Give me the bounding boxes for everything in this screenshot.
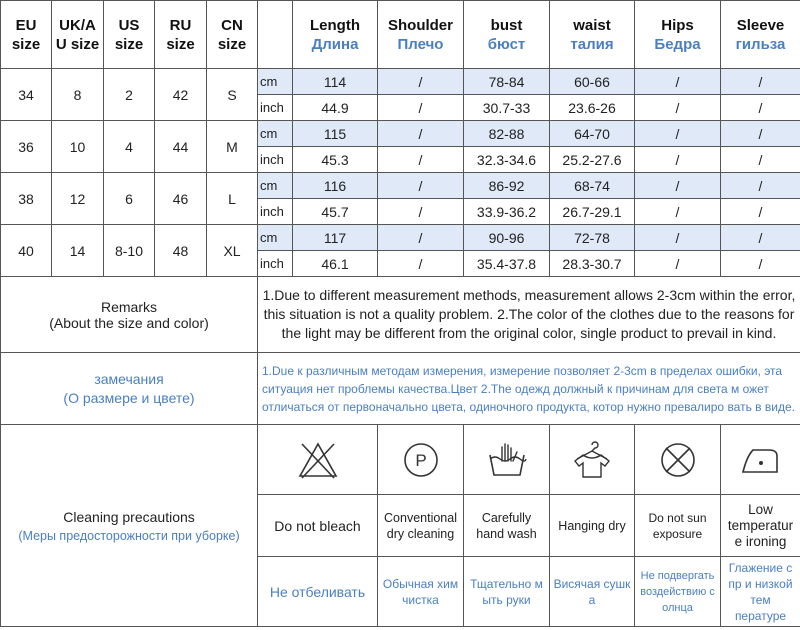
length-cell: 117 xyxy=(293,225,378,251)
unit-cell: inch xyxy=(258,95,293,121)
remarks-label-ru: замечания (О размере и цвете) xyxy=(1,353,258,425)
cn-size-cell: S xyxy=(207,69,258,121)
bust-cell: 35.4-37.8 xyxy=(464,251,550,277)
remarks-ru-row xyxy=(1,353,800,425)
remarks-text-en: 1.Due to different measurement methods, measurement allows 2-3cm within the error, this situation is not a quality problem. 2.The color of the clothes due to the reasons for the light may be different from the original color, single product to prevail in kind. xyxy=(258,277,800,353)
sleeve-cell: / xyxy=(721,225,800,251)
shoulder-cell: / xyxy=(378,199,464,225)
length-cell: 116 xyxy=(293,173,378,199)
remarks-label-en: Remarks (About the size and color) xyxy=(1,277,258,353)
us-size-cell: 6 xyxy=(104,173,155,225)
hips-cell: / xyxy=(635,251,721,277)
us-size-cell: 8-10 xyxy=(104,225,155,277)
unit-cell: cm xyxy=(258,225,293,251)
no-bleach-icon xyxy=(258,425,378,495)
header-hips: Hips Бедра xyxy=(635,1,721,69)
care-label-ru: Обычная хим чистка xyxy=(378,557,464,627)
ru-size-cell: 48 xyxy=(155,225,207,277)
header-ru: RU size xyxy=(155,1,207,69)
care-label-en: Do not sun exposure xyxy=(635,495,721,557)
care-label-ru: Не отбеливать xyxy=(258,557,378,627)
unit-cell: inch xyxy=(258,251,293,277)
hips-cell: / xyxy=(635,95,721,121)
remarks-en-row xyxy=(1,277,800,353)
bust-cell: 78-84 xyxy=(464,69,550,95)
hips-cell: / xyxy=(635,199,721,225)
hips-cell: / xyxy=(635,121,721,147)
waist-cell: 26.7-29.1 xyxy=(550,199,635,225)
length-cell: 115 xyxy=(293,121,378,147)
uk-size-cell: 14 xyxy=(52,225,104,277)
ru-size-cell: 42 xyxy=(155,69,207,121)
header-cn: CN size xyxy=(207,1,258,69)
us-size-cell: 4 xyxy=(104,121,155,173)
care-label-en: Conventional dry cleaning xyxy=(378,495,464,557)
care-label-ru: Тщательно м ыть руки xyxy=(464,557,550,627)
sleeve-cell: / xyxy=(721,95,800,121)
sleeve-cell: / xyxy=(721,251,800,277)
uk-size-cell: 8 xyxy=(52,69,104,121)
cleaning-label-cell xyxy=(1,425,258,627)
care-label-ru: Глажение с пр и низкой тем пературе xyxy=(721,557,800,627)
shoulder-cell: / xyxy=(378,121,464,147)
us-size-cell: 2 xyxy=(104,69,155,121)
header-shoulder: Shoulder Плечо xyxy=(378,1,464,69)
shoulder-cell: / xyxy=(378,225,464,251)
bust-cell: 33.9-36.2 xyxy=(464,199,550,225)
unit-cell: cm xyxy=(258,69,293,95)
shoulder-cell: / xyxy=(378,173,464,199)
cn-size-cell: XL xyxy=(207,225,258,277)
waist-cell: 68-74 xyxy=(550,173,635,199)
length-cell: 46.1 xyxy=(293,251,378,277)
length-cell: 114 xyxy=(293,69,378,95)
cleaning-label-ru: (Меры предосторожности при уборке) xyxy=(18,528,240,543)
sleeve-cell: / xyxy=(721,147,800,173)
bust-cell: 32.3-34.6 xyxy=(464,147,550,173)
length-cell: 44.9 xyxy=(293,95,378,121)
ru-size-cell: 44 xyxy=(155,121,207,173)
waist-cell: 28.3-30.7 xyxy=(550,251,635,277)
waist-cell: 25.2-27.6 xyxy=(550,147,635,173)
sleeve-cell: / xyxy=(721,69,800,95)
care-label-ru: Не подвергать воздействию с олнца xyxy=(635,557,721,627)
hand-wash-icon xyxy=(464,425,550,495)
cleaning-icon-row xyxy=(1,425,800,495)
shoulder-cell: / xyxy=(378,69,464,95)
low-iron-icon xyxy=(721,425,800,495)
size-row-cm xyxy=(1,69,800,95)
sleeve-cell: / xyxy=(721,173,800,199)
header-row xyxy=(1,1,800,69)
sleeve-cell: / xyxy=(721,121,800,147)
eu-size-cell: 38 xyxy=(1,173,52,225)
cn-size-cell: M xyxy=(207,121,258,173)
uk-size-cell: 12 xyxy=(52,173,104,225)
hips-cell: / xyxy=(635,173,721,199)
remarks-text-ru: 1.Due к различным методам измерения, измерение позволяет 2-3cm в пределах ошибки, эта ситуация нет проблемы качества.Цвет 2.The одежд должный к причинам для света м ожет отличаться от первоначально цвета, одиночного продукта, котор нужно превалиро вать в виде. xyxy=(258,353,800,425)
cleaning-label-en: Cleaning precautions xyxy=(63,508,195,525)
hips-cell: / xyxy=(635,147,721,173)
sleeve-cell: / xyxy=(721,199,800,225)
no-sun-icon xyxy=(635,425,721,495)
waist-cell: 64-70 xyxy=(550,121,635,147)
hips-cell: / xyxy=(635,225,721,251)
header-us: US size xyxy=(104,1,155,69)
hips-cell: / xyxy=(635,69,721,95)
eu-size-cell: 36 xyxy=(1,121,52,173)
care-label-en: Carefully hand wash xyxy=(464,495,550,557)
header-eu: EU size xyxy=(1,1,52,69)
bust-cell: 30.7-33 xyxy=(464,95,550,121)
dry-clean-p-icon xyxy=(378,425,464,495)
bust-cell: 82-88 xyxy=(464,121,550,147)
shoulder-cell: / xyxy=(378,251,464,277)
size-row-cm xyxy=(1,225,800,251)
header-uk: UK/A U size xyxy=(52,1,104,69)
svg-text:P: P xyxy=(414,450,427,470)
unit-cell: cm xyxy=(258,121,293,147)
care-label-en: Low temperatur e ironing xyxy=(721,495,800,557)
header-waist: waist талия xyxy=(550,1,635,69)
waist-cell: 72-78 xyxy=(550,225,635,251)
waist-cell: 60-66 xyxy=(550,69,635,95)
bust-cell: 86-92 xyxy=(464,173,550,199)
eu-size-cell: 34 xyxy=(1,69,52,121)
bust-cell: 90-96 xyxy=(464,225,550,251)
size-row-cm xyxy=(1,173,800,199)
unit-cell: cm xyxy=(258,173,293,199)
unit-cell: inch xyxy=(258,199,293,225)
hanging-dry-icon xyxy=(550,425,635,495)
care-label-en: Do not bleach xyxy=(258,495,378,557)
size-row-cm xyxy=(1,121,800,147)
header-length: Length Длина xyxy=(293,1,378,69)
header-unit-blank xyxy=(258,1,293,69)
uk-size-cell: 10 xyxy=(52,121,104,173)
length-cell: 45.3 xyxy=(293,147,378,173)
header-bust: bust бюст xyxy=(464,1,550,69)
cn-size-cell: L xyxy=(207,173,258,225)
length-cell: 45.7 xyxy=(293,199,378,225)
waist-cell: 23.6-26 xyxy=(550,95,635,121)
header-sleeve: Sleeve гильза xyxy=(721,1,800,69)
shoulder-cell: / xyxy=(378,95,464,121)
shoulder-cell: / xyxy=(378,147,464,173)
ru-size-cell: 46 xyxy=(155,173,207,225)
unit-cell: inch xyxy=(258,147,293,173)
care-label-ru: Висячая сушк а xyxy=(550,557,635,627)
eu-size-cell: 40 xyxy=(1,225,52,277)
care-label-en: Hanging dry xyxy=(550,495,635,557)
